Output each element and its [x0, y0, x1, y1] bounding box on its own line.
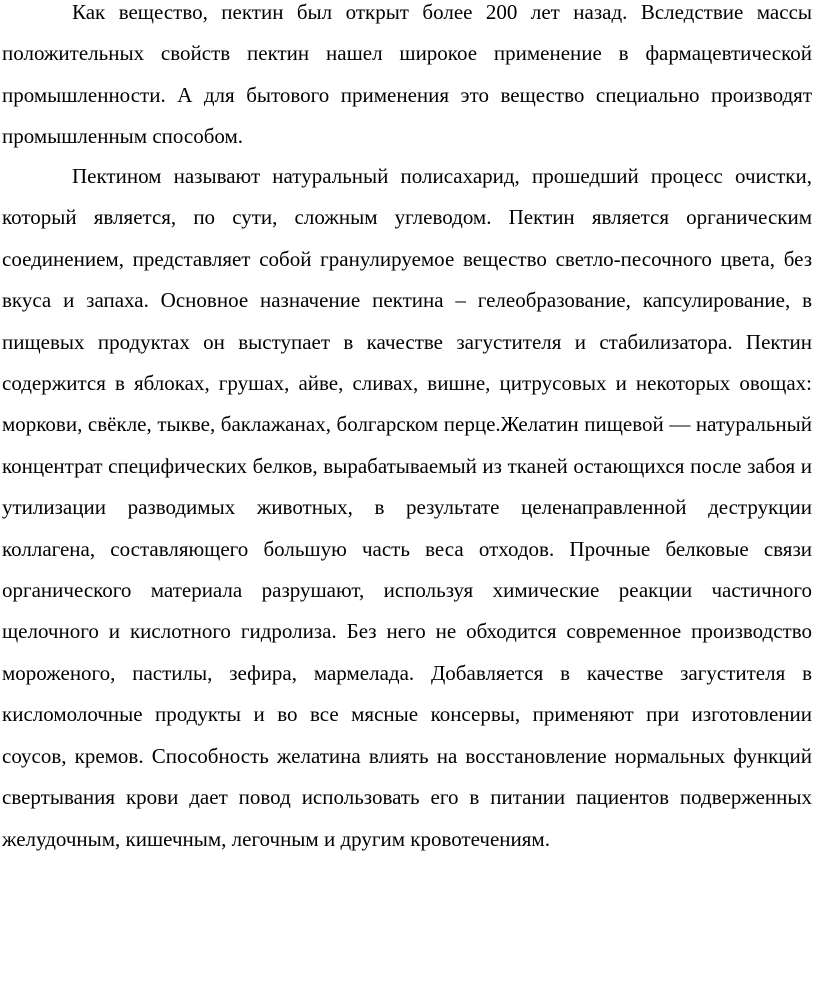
- paragraph-pectin-history: Как вещество, пектин был открыт более 200 лет назад. Вследствие массы положительных свойств пектин нашел широкое применение в фармацевтической промышленности. А для бытового применения это вещество специально производят промышленным способом.: [2, 0, 812, 149]
- paragraph-pectin-and-gelatin: Пектином называют натуральный полисахарид, прошедший процесс очистки, который является, по сути, сложным углеводом. Пектин является органическим соединением, представляет собой гранулируемое вещество светло-песочного цвета, без вкуса и запаха. Основное назначение пектина – гелеобразование, капсулирование, в пищевых продуктах он выступает в качестве загустителя и стабилизатора. Пектин содержится в яблоках, грушах, айве, сливах, вишне, цитрусовых и некоторых овощах: моркови, свёкле, тыкве, баклажанах, болгарском перце.Желатин пищевой — натуральный концентрат специфических белков, вырабатываемый из тканей остающихся после забоя и утилизации разводимых животных, в результате целенаправленной деструкции коллагена, составляющего большую часть веса отходов. Прочные белковые связи органического материала разрушают, используя химические реакции частичного щелочного и кислотного гидролиза. Без него не обходится современное производство мороженого, пастилы, зефира, мармелада. Добавляется в качестве загустителя в кисломолочные продукты и во все мясные консервы, применяют при изготовлении соусов, кремов. Способность желатина влиять на восстановление нормальных функций свертывания крови дает повод использовать его в питании пациентов подверженных желудочным, кишечным, легочным и другим кровотечениям.: [2, 164, 812, 851]
